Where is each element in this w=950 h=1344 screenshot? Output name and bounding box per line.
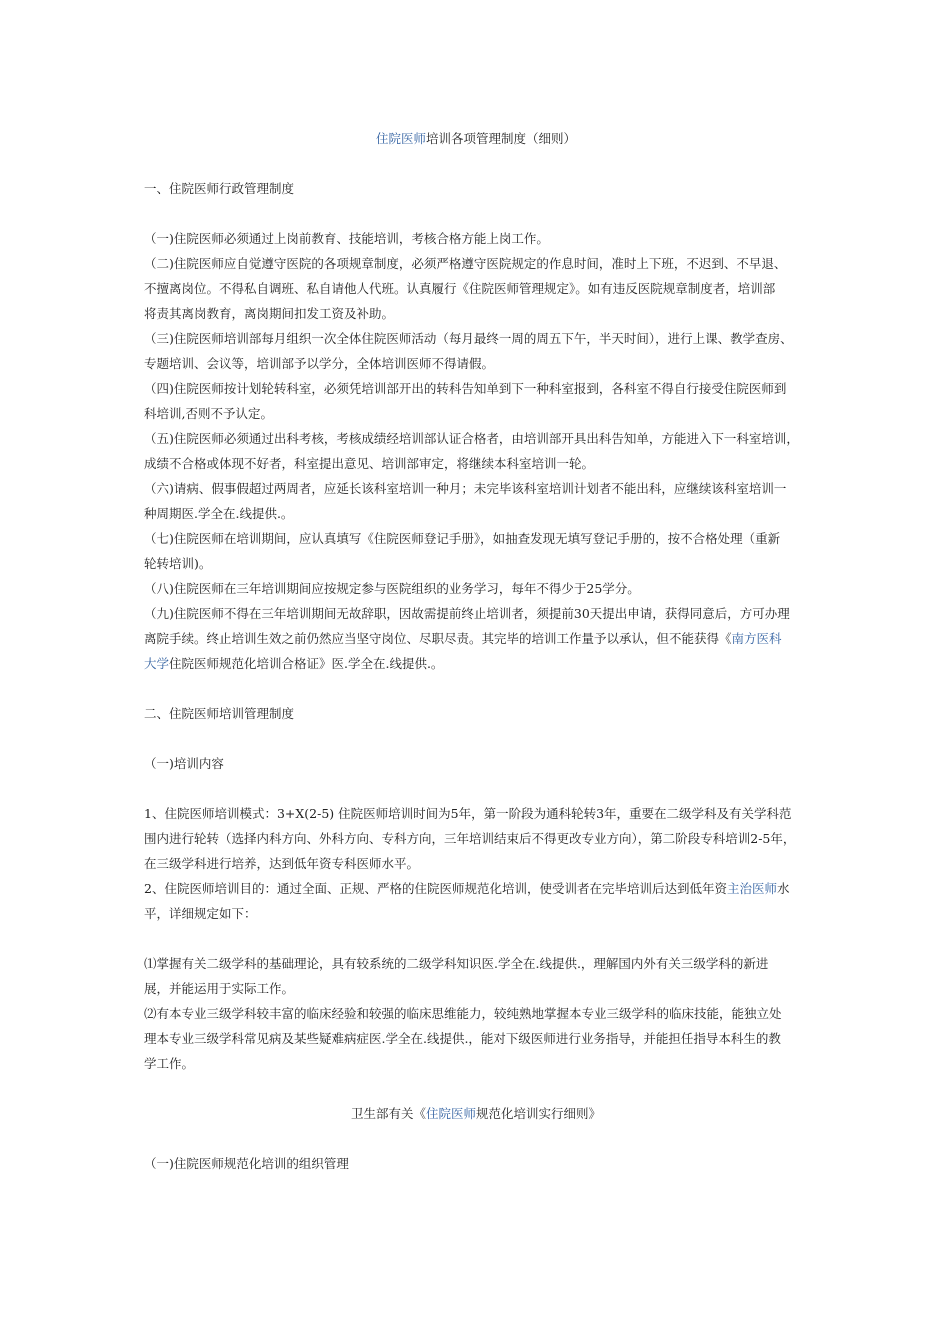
section3-title-part: 卫生部有关《 <box>350 1106 426 1121</box>
text-line: 将责其离岗教育，离岗期间扣发工资及补助。 <box>144 306 395 321</box>
text-line: （七)住院医师在培训期间，应认真填写《住院医师登记手册》，如抽查发现无填写登记手册的，按不合格处理（重新 <box>144 531 781 546</box>
text-line-part: 水 <box>776 881 790 896</box>
spacer <box>144 151 808 176</box>
section2-body <box>144 801 808 1076</box>
text-line: 平，详细规定如下： <box>144 906 257 921</box>
spacer <box>144 201 808 226</box>
text-line: 成绩不合格或体现不好者，科室提出意见、培训部审定，将继续本科室培训一轮。 <box>144 456 595 471</box>
section3-title-part: 规范化培训实行细则》 <box>476 1106 602 1121</box>
document-title <box>144 126 808 151</box>
text-line: （二)住院医师应自觉遵守医院的各项规章制度，必须严格遵守医院规定的作息时间，准时上下班，不迟到、不早退、 <box>144 256 787 271</box>
title-link[interactable]: 住院医师 <box>375 131 426 146</box>
spacer <box>144 676 808 701</box>
section3-title <box>144 1101 808 1126</box>
text-line <box>144 876 808 901</box>
text-line <box>144 651 808 676</box>
text-line: （九)住院医师不得在三年培训期间无故辞职，因故需提前终止培训者，须提前30天提出申请，获得同意后，方可办理 <box>144 606 790 621</box>
text-line: 展，并能运用于实际工作。 <box>144 981 295 996</box>
section1-heading: 一、住院医师行政管理制度 <box>144 181 295 196</box>
title-text: 培训各项管理制度（细则） <box>426 131 577 146</box>
spacer <box>144 726 808 751</box>
spacer <box>144 1126 808 1151</box>
text-line: ⑵有本专业三级学科较丰富的临床经验和较强的临床思维能力，较纯熟地掌握本专业三级学科的临床技能，能独立处 <box>144 1006 782 1021</box>
text-line: ⑴掌握有关二级学科的基础理论，具有较系统的二级学科知识医.学全在.线提供.，理解国内外有关三级学科的新进 <box>144 956 769 971</box>
section2-heading: 二、住院医师培训管理制度 <box>144 706 295 721</box>
university-link[interactable]: 大学 <box>144 656 170 671</box>
text-line: （一)住院医师必须通过上岗前教育、技能培训，考核合格方能上岗工作。 <box>144 231 549 246</box>
section1-body <box>144 226 808 676</box>
text-line <box>144 626 808 651</box>
text-line: 围内进行轮转（选择内科方向、外科方向、专科方向，三年培训结束后不得更改专业方向），第二阶段专科培训2-5年， <box>144 831 796 846</box>
text-line: 不擅离岗位。不得私自调班、私自请他人代班。认真履行《住院医师管理规定》。如有违反医院规章制度者，培训部 <box>144 281 776 296</box>
attending-physician-link[interactable]: 主治医师 <box>726 881 777 896</box>
text-line: 科培训,否则不予认定。 <box>144 406 273 421</box>
spacer <box>144 776 808 801</box>
text-line: （八)住院医师在三年培训期间应按规定参与医院组织的业务学习，每年不得少于25学分。 <box>144 581 640 596</box>
text-line: 理本专业三级学科常见病及某些疑难病症医.学全在.线提供.，能对下级医师进行业务指导，并能担任指导本科生的教 <box>144 1031 781 1046</box>
text-line-part: 2、住院医师培训目的：通过全面、正规、严格的住院医师规范化培训，使受训者在完毕培训后达到低年资 <box>144 881 727 896</box>
text-line: 1、住院医师培训模式：3+X(2-5) 住院医师培训时间为5年，第一阶段为通科轮转3年，重要在二级学科及有关学科范 <box>144 806 792 821</box>
text-line: 在三级学科进行培养，达到低年资专科医师水平。 <box>144 856 420 871</box>
spacer <box>144 1076 808 1101</box>
text-line: （三)住院医师培训部每月组织一次全体住院医师活动（每月最终一周的周五下午，半天时间），进行上课、教学查房、 <box>144 331 793 346</box>
text-line-part: 住院医师规范化培训合格证》医.学全在.线提供.。 <box>169 656 444 671</box>
university-link[interactable]: 南方医科 <box>731 631 782 646</box>
text-line: 轮转培训)。 <box>144 556 212 571</box>
spacer <box>144 926 808 951</box>
text-line: 种周期医.学全在.线提供.。 <box>144 506 294 521</box>
text-line: 专题培训、会议等，培训部予以学分，全体培训医师不得请假。 <box>144 356 495 371</box>
text-line-part: 离院手续。终止培训生效之前仍然应当坚守岗位、尽职尽责。其完毕的培训工作量予以承认，但不能获得《 <box>144 631 732 646</box>
section3-subheading: （一)住院医师规范化培训的组织管理 <box>144 1156 349 1171</box>
section2-subheading: （一)培训内容 <box>144 756 224 771</box>
text-line: （五)住院医师必须通过出科考核，考核成绩经培训部认证合格者，由培训部开具出科告知单，方能进入下一科室培训， <box>144 431 799 446</box>
text-line: （四)住院医师按计划轮转科室，必须凭培训部开出的转科告知单到下一种科室报到，各科室不得自行接受住院医师到 <box>144 381 787 396</box>
section3-title-link[interactable]: 住院医师 <box>425 1106 476 1121</box>
text-line: 学工作。 <box>144 1056 195 1071</box>
text-line: （六)请病、假事假超过两周者，应延长该科室培训一种月；未完毕该科室培训计划者不能出科，应继续该科室培训一 <box>144 481 787 496</box>
document-body <box>144 126 808 1176</box>
